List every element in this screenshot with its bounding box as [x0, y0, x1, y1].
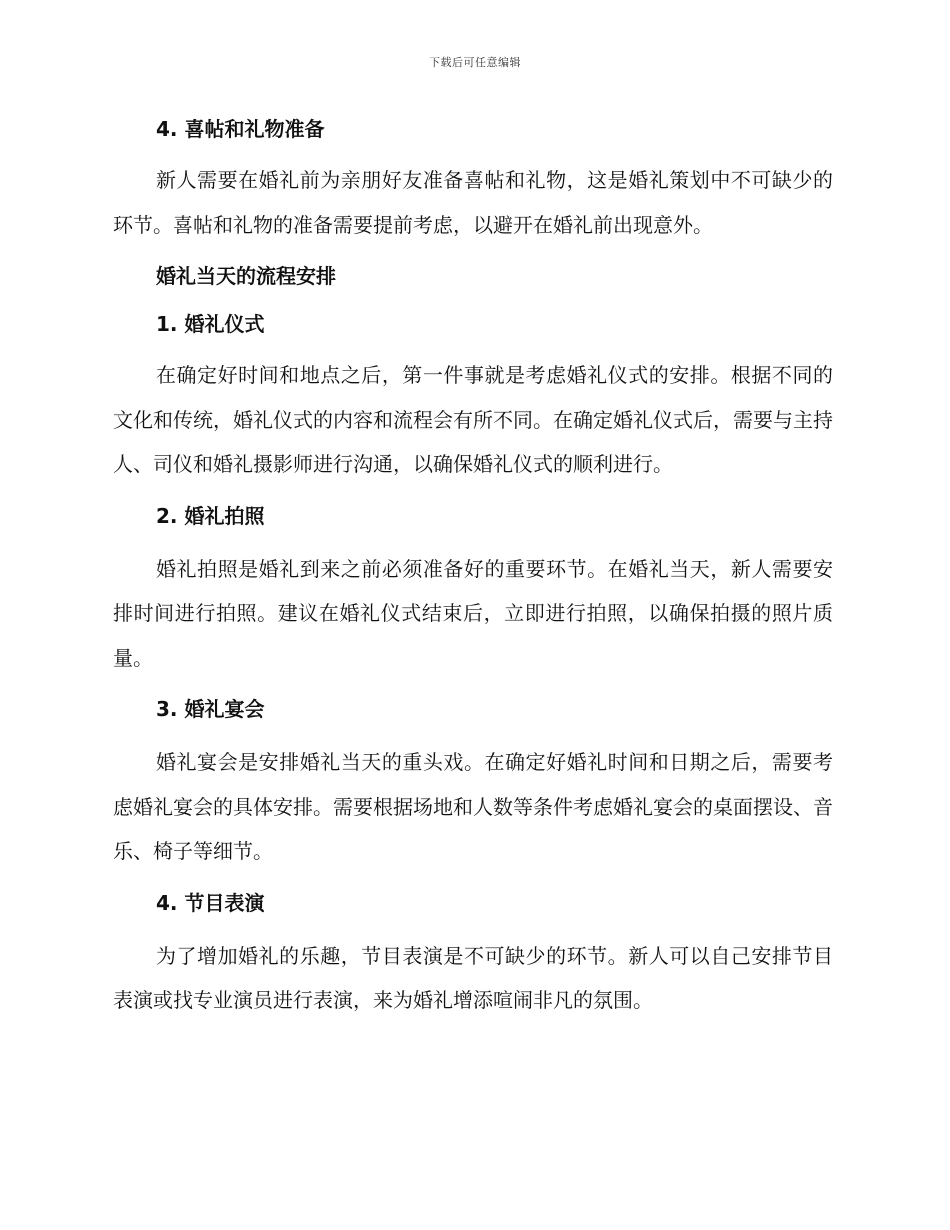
section-heading-banquet: 3. 婚礼宴会: [156, 697, 265, 721]
section-heading-ceremony: 1. 婚礼仪式: [156, 312, 265, 336]
paragraph-invitations-gifts: 新人需要在婚礼前为亲朋好友准备喜帖和礼物，这是婚礼策划中不可缺少的环节。喜帖和礼物的准备需要提前考虑，以避开在婚礼前出现意外。: [113, 168, 833, 237]
section-heading-photography: 2. 婚礼拍照: [156, 503, 265, 528]
page-header: 下载后可任意编辑: [429, 56, 521, 69]
section-heading-performances: 4. 节目表演: [156, 890, 265, 915]
paragraph-photography: 婚礼拍照是婚礼到来之前必须准备好的重要环节。在婚礼当天，新人需要安排时间进行拍照。建议在婚礼仪式结束后，立即进行拍照，以确保拍摄的照片质量。: [113, 556, 833, 670]
section-heading-wedding-day-schedule: 婚礼当天的流程安排: [156, 264, 336, 288]
paragraph-banquet: 婚礼宴会是安排婚礼当天的重头戏。在确定好婚礼时间和日期之后，需要考虑婚礼宴会的具体安排。需要根据场地和人数等条件考虑婚礼宴会的桌面摆设、音乐、椅子等细节。: [113, 750, 833, 863]
paragraph-ceremony: 在确定好时间和地点之后，第一件事就是考虑婚礼仪式的安排。根据不同的文化和传统，婚礼仪式的内容和流程会有所不同。在确定婚礼仪式后，需要与主持人、司仪和婚礼摄影师进行沟通，以确保婚礼仪式的顺利进行。: [113, 363, 833, 476]
paragraph-performances: 为了增加婚礼的乐趣，节目表演是不可缺少的环节。新人可以自己安排节目表演或找专业演员进行表演，来为婚礼增添喧闹非凡的氛围。: [113, 943, 833, 1012]
document-body: [113, 112, 833, 1023]
section-heading-invitations-gifts: 4. 喜帖和礼物准备: [156, 117, 325, 141]
